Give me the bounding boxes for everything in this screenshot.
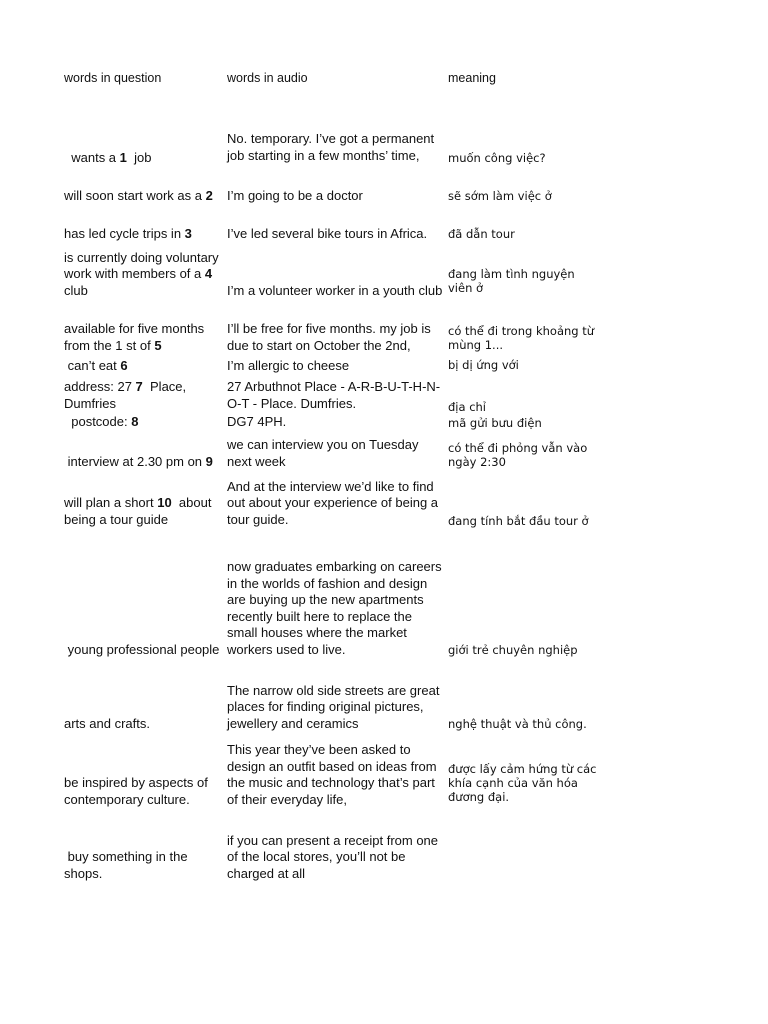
question-cell: can’t eat 6 (64, 357, 128, 373)
audio-cell: I’m going to be a doctor (227, 187, 363, 203)
table-row (0, 245, 768, 299)
meaning-cell: được lấy cảm hứng từ các khía cạnh của văn hóa đương đại. (448, 762, 597, 804)
table-row (0, 832, 768, 882)
meaning-cell: mã gửi bưu điện (448, 416, 542, 430)
meaning-cell: nghệ thuật và thủ công. (448, 717, 587, 731)
meaning-cell: có thể đi phỏng vẫn vào ngày 2:30 (448, 441, 588, 469)
audio-cell: I’ll be free for five months. my job is due to start on October the 2nd, (227, 321, 431, 353)
table-row (0, 378, 768, 412)
table-row (0, 740, 768, 808)
question-cell: arts and crafts. (64, 715, 150, 731)
meaning-cell: bị dị ứng với (448, 358, 519, 372)
question-cell: available for five months from the 1 st of 5 (64, 321, 208, 353)
table-row (0, 168, 768, 204)
audio-cell: This year they’ve been asked to design an outfit based on ideas from the music and technology that’s part of their everyday life, (227, 742, 437, 807)
audio-cell: if you can present a receipt from one of the local stores, you’ll not be charged at all (227, 832, 439, 881)
meaning-cell: đã dẫn tour (448, 227, 515, 241)
table-row (0, 476, 768, 528)
header-question: words in question (64, 71, 162, 85)
audio-cell: we can interview you on Tuesday next week (227, 437, 419, 469)
meaning-cell: địa chỉ (448, 400, 487, 414)
meaning-cell: đang làm tình nguyện viên ở (448, 267, 575, 295)
table-row (0, 220, 768, 242)
header-meaning: meaning (448, 71, 496, 85)
meaning-cell: muốn công việc? (448, 151, 546, 165)
audio-cell: No. temporary. I’ve got a permanent job starting in a few months’ time, (227, 131, 435, 163)
audio-cell: 27 Arbuthnot Place - A-R-B-U-T-H-N-O-T - Place. Dumfries. (227, 379, 441, 411)
question-cell: buy something in the shops. (64, 849, 192, 881)
meaning-cell: có thể đi trong khoảng từ mùng 1... (448, 324, 595, 352)
question-cell: be inspired by aspects of contemporary culture. (64, 775, 212, 807)
table-row (0, 412, 768, 430)
meaning-cell: giới trẻ chuyên nghiệp (448, 643, 578, 657)
audio-cell: I’m a volunteer worker in a youth club (227, 282, 443, 298)
header-audio: words in audio (227, 71, 308, 85)
question-cell: postcode: 8 (64, 413, 139, 429)
audio-cell: DG7 4PH. (227, 413, 287, 429)
audio-cell: The narrow old side streets are great places for finding original pictures, jewellery and ceramics (227, 682, 440, 731)
audio-cell: And at the interview we’d like to find out about your experience of being a tour guide. (227, 478, 439, 527)
audio-cell: I’ve led several bike tours in Africa. (227, 225, 428, 241)
table-row (0, 436, 768, 470)
question-cell: young professional people (64, 641, 220, 657)
table-row (0, 682, 768, 732)
question-cell: will plan a short 10 about being a tour guide (64, 495, 216, 527)
question-cell: has led cycle trips in 3 (64, 225, 192, 241)
audio-cell: I’m allergic to cheese (227, 357, 350, 373)
audio-cell: now graduates embarking on careers in the worlds of fashion and design are buying up the new apartments recently built here to replace the small houses where the market workers used to live. (227, 559, 442, 657)
meaning-cell: đang tính bắt đầu tour ở (448, 514, 589, 528)
table-row (0, 318, 768, 354)
question-cell: address: 27 7 Place, Dumfries (64, 379, 190, 411)
table-row (0, 100, 768, 166)
question-cell: is currently doing voluntary work with members of a 4 club (64, 249, 223, 298)
question-cell: wants a 1 job (64, 149, 152, 165)
table-row (0, 355, 768, 374)
question-cell: interview at 2.30 pm on 9 (64, 453, 213, 469)
meaning-cell: sẽ sớm làm việc ở (448, 189, 552, 203)
table-row (0, 560, 768, 658)
question-cell: will soon start work as a 2 (64, 187, 213, 203)
